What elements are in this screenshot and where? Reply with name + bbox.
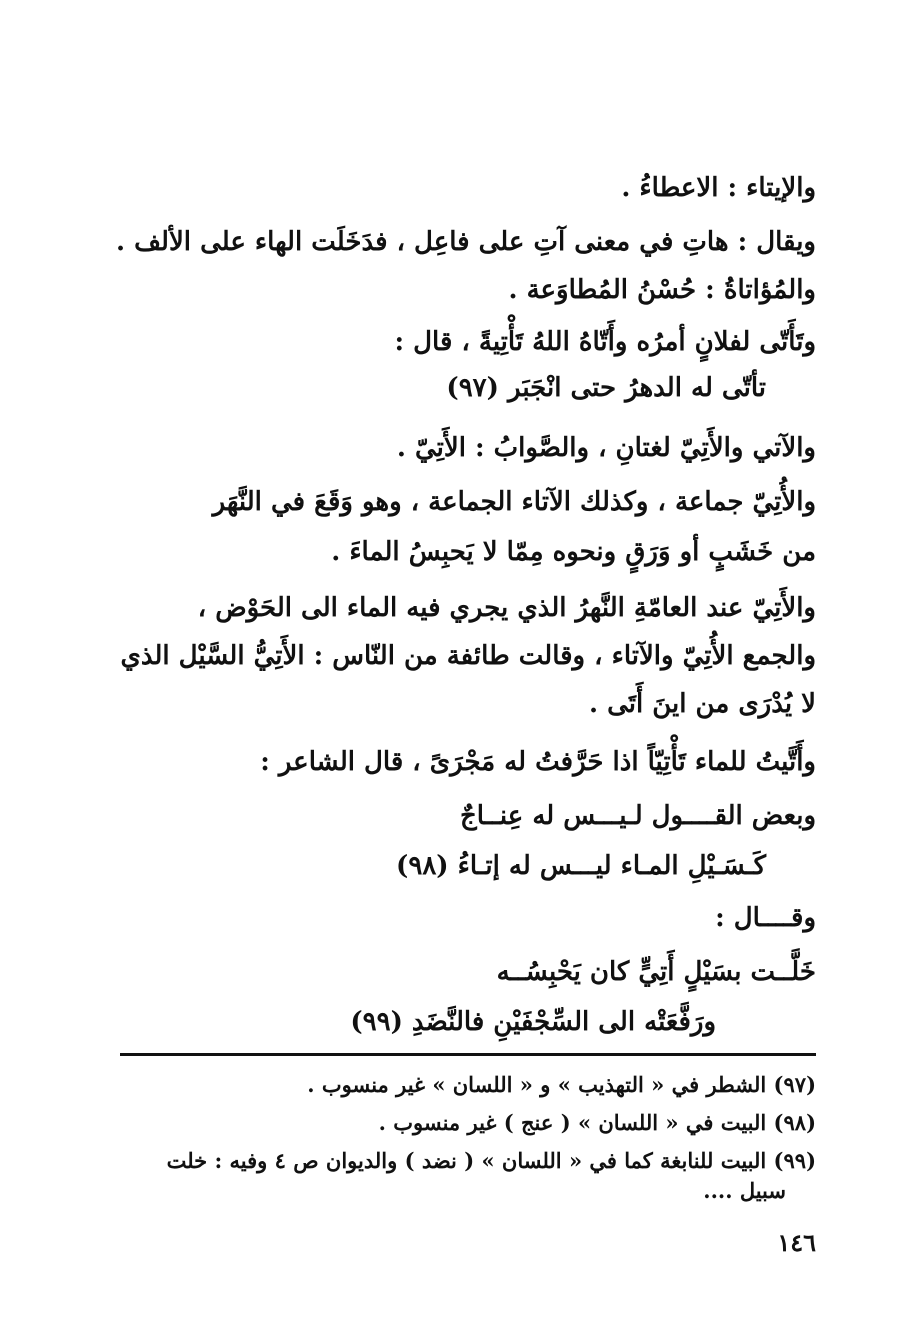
footnote: (٩٩) البيت للنابغة كما في « اللسان » ( نضد ) والديوان ص ٤ وفيه : خلت [166, 1148, 816, 1173]
footnote: سبيل .... [703, 1178, 786, 1203]
body-line: وتَأَتّى لفلانٍ أمرُه وأَتّاهُ اللهُ تَأْتِيةً ، قال : [394, 327, 816, 357]
verse-line: ورَفَّعَتْه الى السِّجْفَيْنِ فالنَّضَدِ (٩٩) [350, 1007, 716, 1037]
body-line: والآتي والأَتِيّ لغتانِ ، والصَّوابُ : الأَتِيّ . [396, 433, 816, 463]
footnote-divider [120, 1053, 816, 1056]
body-line: والأُتِيّ جماعة ، وكذلك الآتاء الجماعة ، وهو وَقَعَ في النَّهَر [212, 487, 816, 517]
body-line: وأَتَّيتُ للماء تَأْتِيّاً اذا حَرَّفتُ له مَجْرَىً ، قال الشاعر : [260, 747, 816, 777]
footnote: (٩٧) الشطر في « التهذيب » و « اللسان » غير منسوب . [307, 1072, 816, 1097]
body-line: والإيتاء : الاعطاءُ . [621, 173, 816, 203]
verse-line: كَـسَـيْلِ المـاء ليـــس له إتـاءُ (٩٨) [396, 851, 766, 881]
body-line: لا يُدْرَى من اينَ أَتَى . [588, 689, 816, 719]
body-line: والمُؤاتاةُ : حُسْنُ المُطاوَعة . [508, 275, 816, 305]
body-line: وقــــال : [715, 903, 816, 933]
footnote: (٩٨) البيت في « اللسان » ( عنج ) غير منسوب . [378, 1110, 816, 1135]
verse-line: تأتّى له الدهرُ حتى انْجَبَر (٩٧) [446, 373, 766, 403]
verse-line: خَلَّــت بسَيْلٍ أَتِيٍّ كان يَحْبِسُــه [496, 957, 816, 987]
page-number: ١٤٦ [777, 1228, 816, 1257]
body-line: من خَشَبٍ أو وَرَقٍ ونحوه مِمّا لا يَحبِسُ الماءَ . [331, 537, 816, 567]
body-line: والأَتِيّ عند العامّةِ النَّهرُ الذي يجري فيه الماء الى الحَوْض ، [197, 593, 816, 623]
verse-line: وبعض القــــول لـيـــس له عِنــاجٌ [459, 801, 816, 831]
body-line: والجمع الأُتِيّ والآتاء ، وقالت طائفة من النّاس : الأَتِيُّ السَّيْل الذي [120, 641, 816, 671]
body-line: ويقال : هاتِ في معنى آتِ على فاعِل ، فدَخَلَت الهاء على الألف . [116, 227, 816, 257]
